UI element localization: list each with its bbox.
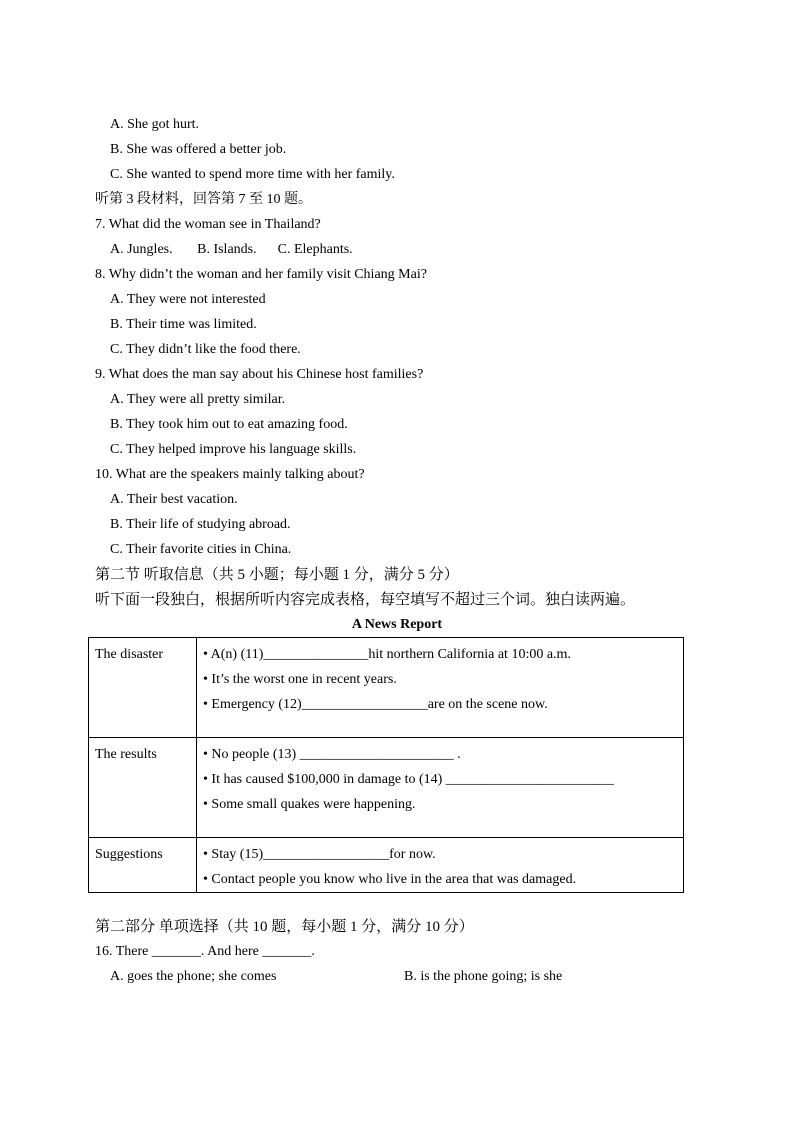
row-label: Suggestions [89,838,197,893]
row-label: The disaster [89,638,197,738]
q16-option-a: A. goes the phone; she comes [110,969,277,984]
q9-option-a: A. They were all pretty similar. [110,392,286,407]
blank-12-line: • Emergency (12)__________________are on the scene now. [203,697,548,712]
row-label: The results [89,738,197,838]
q6-option-a: A. She got hurt. [110,117,200,132]
blank-11-line: • A(n) (11)_______________hit northern California at 10:00 a.m. [203,647,571,662]
q10-option-a: A. Their best vacation. [110,492,238,507]
part2-heading: 第二节 听取信息（共 5 小题；每小题 1 分，满分 5 分） [95,567,459,583]
table-title: A News Report [351,617,443,632]
blank-15-line: • Stay (15)__________________for now. [203,847,436,862]
q9-option-c: C. They helped improve his language skills. [110,442,357,457]
q9-option-b: B. They took him out to eat amazing food. [110,417,348,432]
row-content: • Stay (15)__________________for now. • Contact people you know who live in the area that was damaged. [197,838,684,893]
q10-stem: 10. What are the speakers mainly talking about? [95,467,365,482]
q16-stem: 16. There _______. And here _______. [95,944,315,959]
section3-intro: 听第 3 段材料，回答第 7 至 10 题。 [95,192,312,207]
q6-option-b: B. She was offered a better job. [110,142,287,157]
q6-option-c: C. She wanted to spend more time with her family. [110,167,395,182]
table-row [89,838,684,893]
q8-option-a: A. They were not interested [110,292,266,307]
news-report-table [88,637,684,893]
q8-option-b: B. Their time was limited. [110,317,257,332]
part-two-heading: 第二部分 单项选择（共 10 题，每小题 1 分，满分 10 分） [95,919,474,935]
part2-instructions: 听下面一段独白，根据所听内容完成表格，每空填写不超过三个词。独白读两遍。 [95,592,636,608]
q7-options: A. Jungles. B. Islands. C. Elephants. [110,242,353,257]
table-row [89,738,684,838]
q16-option-b: B. is the phone going; is she [404,969,563,984]
q9-stem: 9. What does the man say about his Chinese host families? [95,367,424,382]
q10-option-b: B. Their life of studying abroad. [110,517,291,532]
blank-14-line: • It has caused $100,000 in damage to (14) ________________________ [203,772,614,787]
row-content: • A(n) (11)_______________hit northern California at 10:00 a.m. • It’s the worst one in recent years. • Emergency (12)__________________are on the scene now. [197,638,684,738]
q7-stem: 7. What did the woman see in Thailand? [95,217,321,232]
table-row [89,638,684,738]
q8-option-c: C. They didn’t like the food there. [110,342,301,357]
q8-stem: 8. Why didn’t the woman and her family visit Chiang Mai? [95,267,427,282]
blank-13-line: • No people (13) ______________________ . [203,747,461,762]
row-content: • No people (13) ______________________ . • It has caused $100,000 in damage to (14) ________________________ • Some small quakes were happening. [197,738,684,838]
q10-option-c: C. Their favorite cities in China. [110,542,292,557]
